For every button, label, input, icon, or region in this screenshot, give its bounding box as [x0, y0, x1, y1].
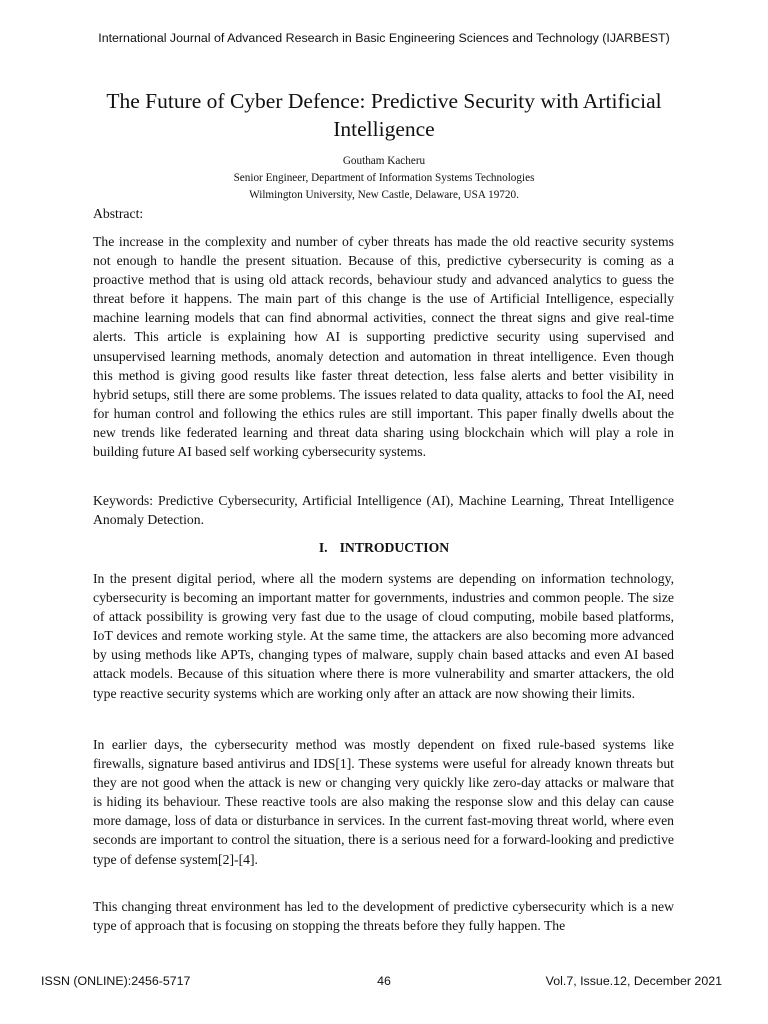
author-address: Wilmington University, New Castle, Delaware, USA 19720.: [249, 189, 519, 201]
intro-paragraph: In the present digital period, where all the modern systems are depending on information technology, cybersecurity is becoming an important matter for governments, industries and common people. The size of attack possibility is growing very fast due to the usage of cloud computing, mobile based platforms, IoT devices and remote working style. At the same time, the attackers are also becoming more advanced by using methods like APTs, changing types of malware, supply chain based attacks and even AI based attack models. Because of this situation where there is more vulnerability and smarter attackers, the old type reactive security systems which are working only after an attack are now showing their limits.: [93, 571, 674, 701]
section-number: I.: [318, 540, 328, 555]
paper-title: The Future of Cyber Defence: Predictive Security with Artificial Intelligence: [106, 89, 662, 141]
author-affiliation: Senior Engineer, Department of Information Systems Technologies: [233, 172, 535, 184]
section-heading: [0, 540, 768, 556]
keywords: Keywords: Predictive Cybersecurity, Artificial Intelligence (AI), Machine Learning, Threat Intelligence Anomaly Detection.: [93, 493, 674, 528]
journal-header: International Journal of Advanced Research in Basic Engineering Sciences and Technology (IJARBEST): [98, 31, 670, 45]
footer-issn: ISSN (ONLINE):2456-5717: [41, 974, 191, 988]
footer-page-number: 46: [377, 974, 391, 988]
section-title: INTRODUCTION: [339, 540, 450, 555]
intro-paragraph: In earlier days, the cybersecurity method was mostly dependent on fixed rule-based systems like firewalls, signature based antivirus and IDS[1]. These systems were useful for already known threats but they are not good when the attack is new or changing very quickly like zero-day attacks or malware that is hiding its behaviour. These reactive tools are also making the response slow and this delay can cause more damage, loss of data or disturbance in services. In the current fast-moving threat world, where even seconds are important to control the situation, there is a serious need for a forward-looking and predictive type of defense system[2]-[4].: [93, 737, 674, 867]
footer-volume: Vol.7, Issue.12, December 2021: [545, 974, 722, 988]
author-block: [0, 153, 768, 204]
intro-paragraph: This changing threat environment has led to the development of predictive cybersecurity which is a new type of approach that is focusing on stopping the threats before they fully happen. The: [93, 899, 674, 934]
abstract-label: Abstract:: [93, 206, 144, 221]
abstract-text: The increase in the complexity and number of cyber threats has made the old reactive security systems not enough to handle the present situation. Because of this, predictive cybersecurity is coming as a proactive method that is using old attack records, behaviour study and advanced analytics to guess the threat before it happens. The main part of this change is the use of Artificial Intelligence, especially machine learning models that can find abnormal activities, connect the threat signs and give real-time alerts. This article is explaining how AI is supporting predictive security using supervised and unsupervised learning methods, anomaly detection and automation in threat intelligence. Even though this method is giving good results like faster threat detection, less false alerts and better visibility in hybrid setups, still there are some problems. The issues related to data quality, attacks to fool the AI, need for human control and following the ethics rules are still important. This paper finally dwells about the new trends like federated learning and threat data sharing using blockchain which will play a role in building future AI based self working cybersecurity systems.: [93, 234, 674, 460]
author-name: Goutham Kacheru: [342, 155, 426, 167]
